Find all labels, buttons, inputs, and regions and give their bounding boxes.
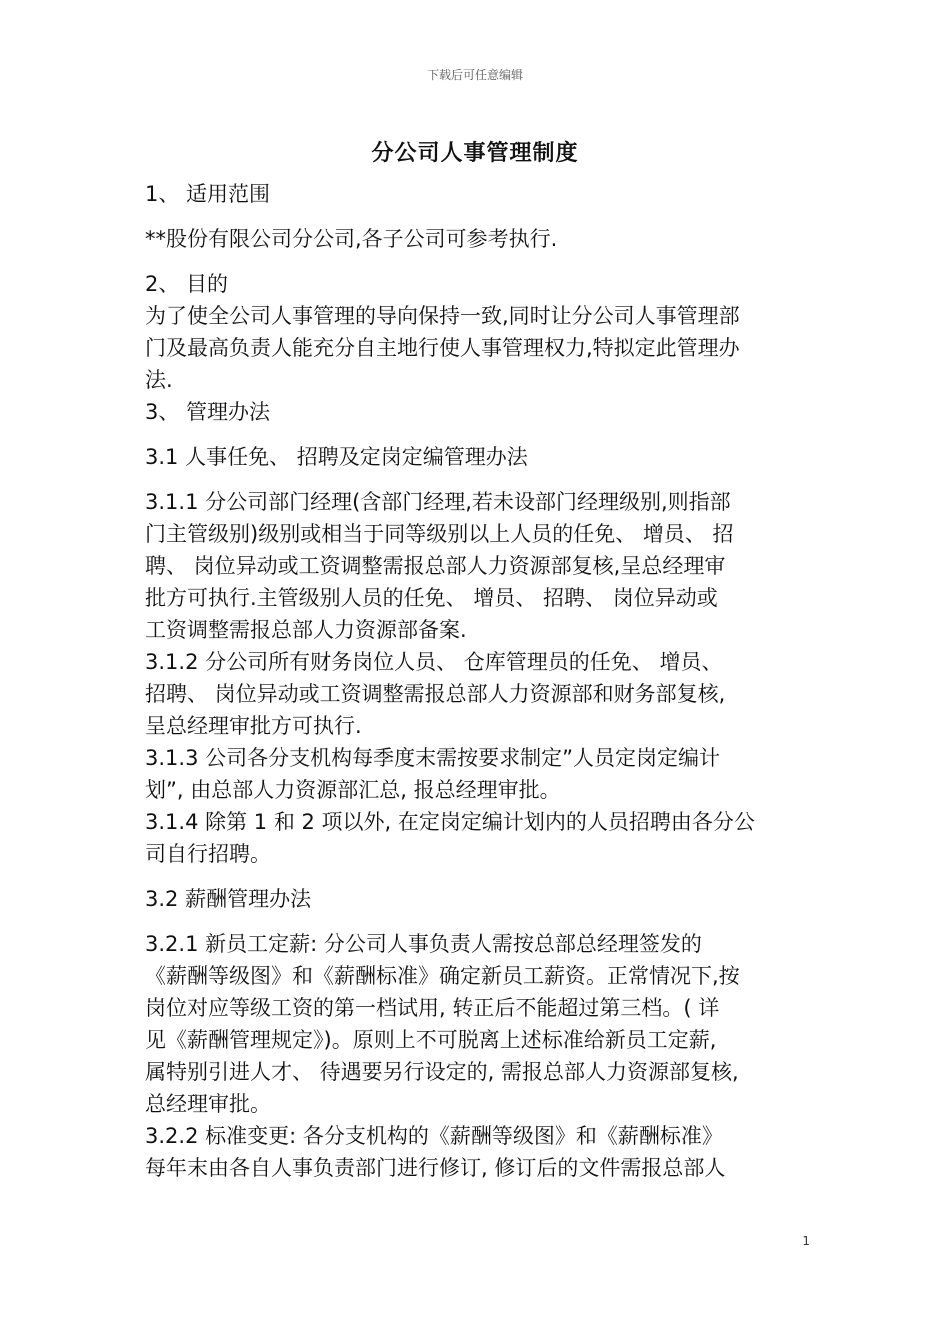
paragraph-line: **股份有限公司分公司,各子公司可参考执行. bbox=[145, 227, 558, 251]
section-heading-2: 2、 目的 bbox=[145, 272, 229, 296]
section-heading-1: 1、 适用范围 bbox=[145, 182, 271, 206]
paragraph-line: 招聘、 岗位异动或工资调整需报总部人力资源部和财务部复核, bbox=[145, 682, 726, 706]
paragraph-line: 3.1.1 分公司部门经理(含部门经理,若未设部门经理级别,则指部 bbox=[145, 490, 731, 514]
subsection-heading-3-2: 3.2 薪酬管理办法 bbox=[145, 887, 312, 911]
paragraph-line: 属特别引进人才、 待遇要另行设定的, 需报总部人力资源部复核, bbox=[145, 1060, 739, 1084]
paragraph-line: 批方可执行.主管级别人员的任免、 增员、 招聘、 岗位异动或 bbox=[145, 586, 718, 610]
paragraph-line: 《薪酬等级图》和《薪酬标准》确定新员工薪资。正常情况下,按 bbox=[145, 964, 740, 988]
subsection-heading-3-1: 3.1 人事任免、 招聘及定岗定编管理办法 bbox=[145, 445, 528, 469]
section-heading-3: 3、 管理办法 bbox=[145, 400, 271, 424]
paragraph-line: 岗位对应等级工资的第一档试用, 转正后不能超过第三档。( 详 bbox=[145, 996, 720, 1020]
paragraph-line: 3.1.4 除第 1 和 2 项以外, 在定岗定编计划内的人员招聘由各分公 bbox=[145, 810, 755, 834]
document-body bbox=[145, 178, 815, 1184]
paragraph-line: 呈总经理审批方可执行. bbox=[145, 714, 362, 738]
paragraph-line: 法. bbox=[145, 368, 173, 392]
paragraph-line: 门及最高负责人能充分自主地行使人事管理权力,特拟定此管理办 bbox=[145, 336, 740, 360]
paragraph-line: 见《薪酬管理规定》)。原则上不可脱离上述标准给新员工定薪, bbox=[145, 1028, 717, 1052]
paragraph-line: 工资调整需报总部人力资源部备案. bbox=[145, 618, 467, 642]
paragraph-line: 门主管级别)级别或相当于同等级别以上人员的任免、 增员、 招 bbox=[145, 522, 734, 546]
paragraph-line: 司自行招聘。 bbox=[145, 842, 271, 866]
paragraph-line: 3.1.2 分公司所有财务岗位人员、 仓库管理员的任免、 增员、 bbox=[145, 650, 723, 674]
paragraph-line: 每年末由各自人事负责部门进行修订, 修订后的文件需报总部人 bbox=[145, 1156, 726, 1180]
paragraph-line: 划”, 由总部人力资源部汇总, 报总经理审批。 bbox=[145, 778, 561, 802]
paragraph-line: 3.2.2 标准变更: 各分支机构的《薪酬等级图》和《薪酬标准》 bbox=[145, 1124, 723, 1148]
page-header: 下载后可任意编辑 bbox=[426, 68, 523, 82]
paragraph-line: 聘、 岗位异动或工资调整需报总部人力资源部复核,呈总经理审 bbox=[145, 554, 726, 578]
document-title: 分公司人事管理制度 bbox=[371, 141, 579, 166]
paragraph-line: 为了使全公司人事管理的导向保持一致,同时让分公司人事管理部 bbox=[145, 304, 740, 328]
page-number: 1 bbox=[802, 1234, 810, 1248]
paragraph-line: 总经理审批。 bbox=[145, 1092, 271, 1116]
paragraph-line: 3.1.3 公司各分支机构每季度末需按要求制定”人员定岗定编计 bbox=[145, 746, 720, 770]
paragraph-line: 3.2.1 新员工定薪: 分公司人事负责人需按总部总经理签发的 bbox=[145, 932, 702, 956]
